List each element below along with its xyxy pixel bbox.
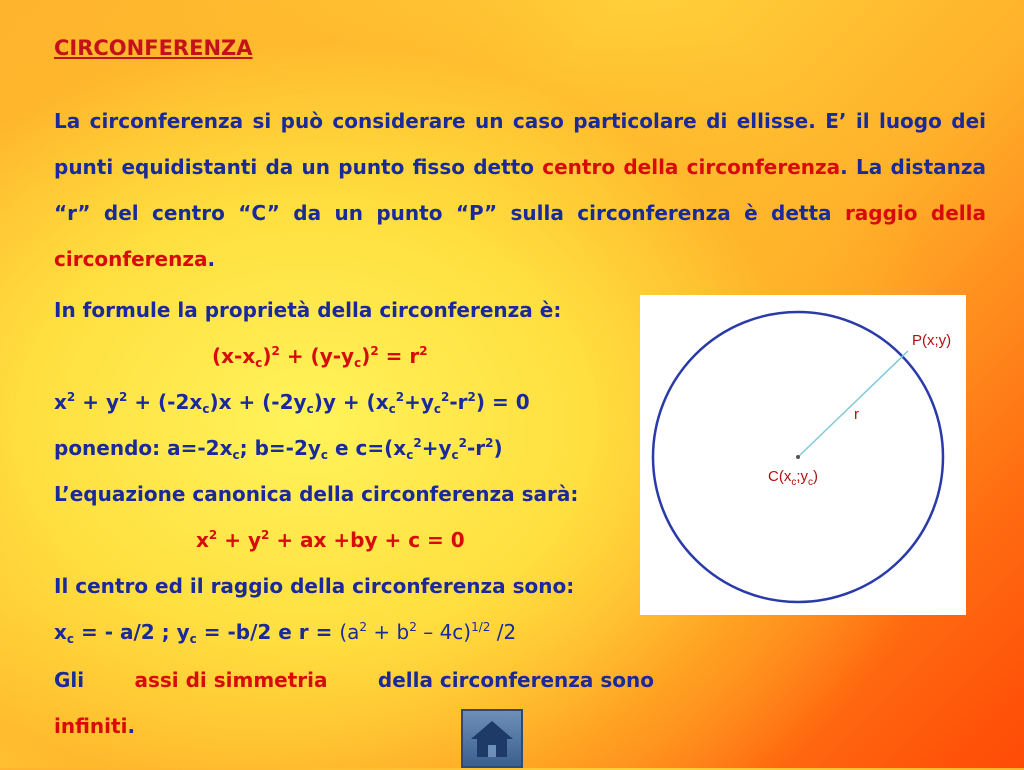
- radius-line: [798, 351, 908, 457]
- symmetry-line: Gli assi di simmetria della circonferenza sono: [54, 668, 654, 692]
- term-centro: centro: [542, 155, 616, 179]
- center-point: [796, 455, 800, 459]
- term-raggio: raggio della circonferenza: [54, 201, 986, 271]
- center-label: $C(x_c;y_c)$: [768, 468, 818, 488]
- canonical-label: L’equazione canonica della circonferenza sarà:: [54, 482, 579, 506]
- symmetry-line-end: infiniti.: [54, 714, 136, 738]
- equation-standard: $(x-x_c)^2 + (y-y_c)^2 = r^2$: [212, 344, 428, 370]
- term-infiniti: infiniti: [54, 714, 128, 738]
- home-icon: [463, 711, 521, 766]
- intro-paragraph: La circonferenza si può considerare un caso particolare di ellisse. E’ il luogo dei punti equidistanti da un punto fisso detto centro della circonferenza. La distanza “r” del centro “C” da un punto “P” sulla circonferenza è detta raggio della circonferenza.: [54, 109, 987, 271]
- equation-canonical: $x^2 + y^2$ + ax +by + c = 0: [196, 528, 465, 552]
- center-radius-label: Il centro ed il raggio della circonferenza sono:: [54, 574, 575, 598]
- home-button[interactable]: [461, 709, 523, 768]
- page-title: CIRCONFERENZA: [54, 36, 253, 60]
- center-radius-formula: $x_c$ = - a/2 ; $y_c = -b/2$ e $r = (a^2 + b^2 - 4c)^{1/2}$ /2: [54, 620, 517, 646]
- term-della-circonferenza: della circonferenza: [623, 155, 841, 179]
- formula-intro: In formule la proprietà della circonferenza è:: [54, 298, 562, 322]
- point-label: P(x;y): [912, 332, 952, 349]
- equation-expanded: $x^2 + y^2 + (-2x_c)x + (-2y_c)y + (x_c^2+y_c^2-r^2) = 0$: [54, 390, 530, 416]
- term-assi-di-simmetria: assi di simmetria: [134, 668, 328, 692]
- circle-figure: [640, 295, 966, 615]
- radius-label: r: [854, 406, 859, 423]
- circle-diagram: [640, 295, 966, 615]
- substitution-line: ponendo: $a=-2x_c$; $b=-2y_c$ e $c=(x_c^2+y_c^2-r^2)$: [54, 436, 503, 462]
